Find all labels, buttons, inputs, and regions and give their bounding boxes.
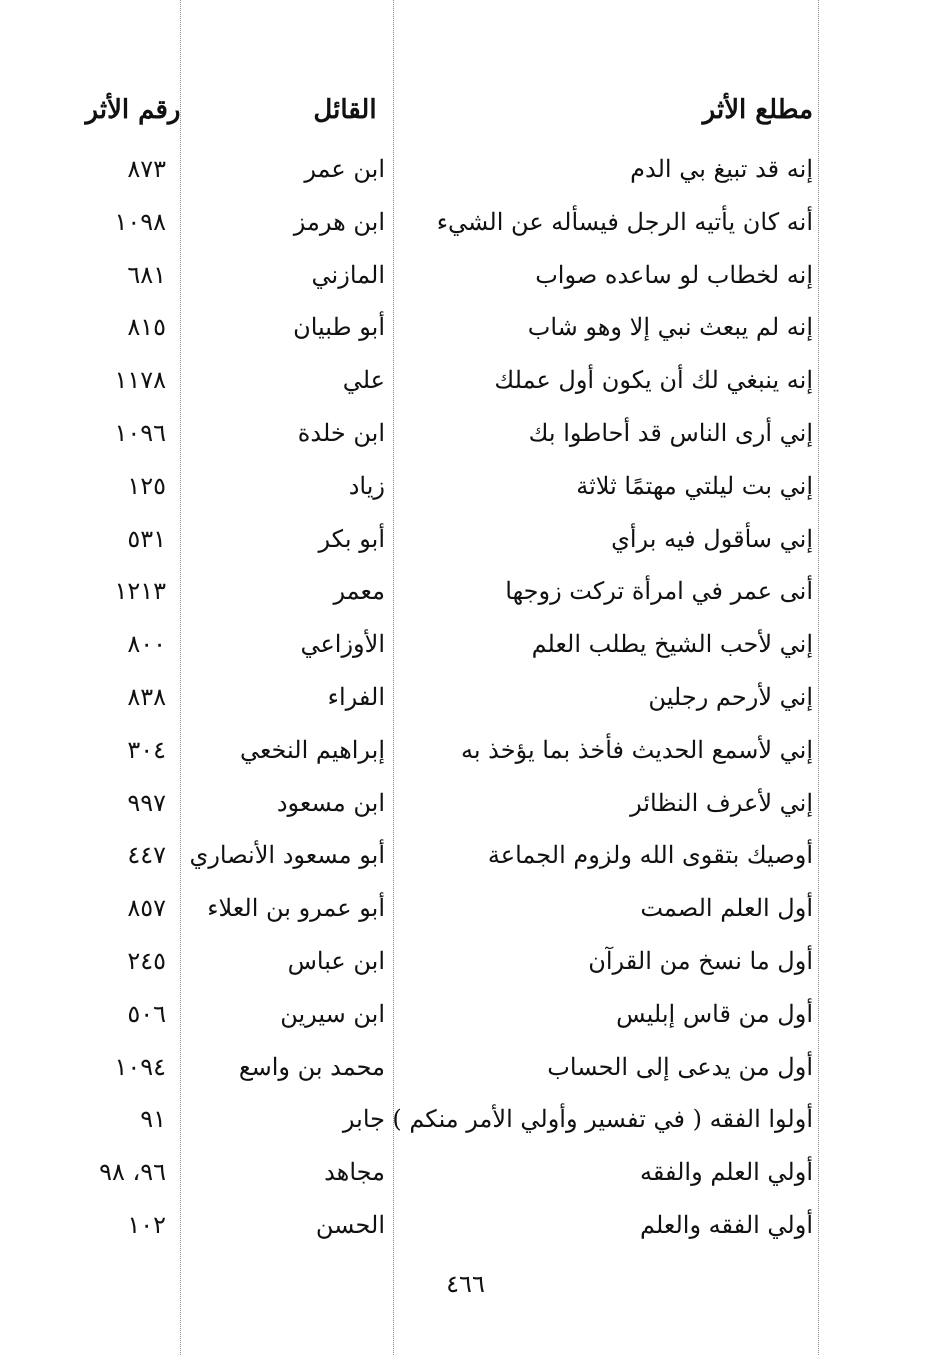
table-row	[0, 520, 931, 573]
reference-number: ٥٠٦	[127, 999, 166, 1028]
opening-text: إني أرى الناس قد أحاطوا بك	[528, 418, 813, 447]
opening-text: إنه لخطاب لو ساعده صواب	[535, 260, 813, 289]
table-row	[0, 414, 931, 467]
reference-number: ٣٠٤	[127, 735, 166, 764]
table-row	[0, 467, 931, 520]
speaker-name: ابن مسعود	[276, 788, 385, 817]
reference-number: ٨٠٠	[127, 630, 166, 659]
table-row	[0, 942, 931, 995]
table-row	[0, 1048, 931, 1101]
opening-text: إني سأقول فيه برأي	[611, 524, 813, 553]
reference-number: ١٠٩٤	[114, 1052, 166, 1081]
speaker-name: أبو بكر	[318, 524, 385, 553]
speaker-name: ابن عمر	[304, 155, 385, 183]
header-speaker: القائل	[313, 95, 377, 125]
opening-text: أول من يدعى إلى الحساب	[547, 1052, 813, 1081]
table-header	[0, 95, 931, 141]
reference-number: ٨٧٣	[127, 155, 166, 183]
opening-text: أنى عمر في امرأة تركت زوجها	[505, 577, 813, 606]
reference-number: ١٢١٣	[114, 577, 166, 606]
opening-text: إني لأعرف النظائر	[630, 788, 813, 817]
table-row	[0, 678, 931, 731]
opening-text: أول ما نسخ من القرآن	[588, 946, 813, 975]
reference-number: ٨١٥	[127, 313, 166, 342]
header-number: رقم الأثر	[85, 95, 181, 125]
opening-text: أولي الفقه والعلم	[639, 1210, 813, 1239]
index-table	[0, 150, 931, 1259]
reference-number: ٩٦، ٩٨	[99, 1158, 166, 1187]
table-row	[0, 889, 931, 942]
page-number: ٤٦٦	[446, 1270, 485, 1298]
speaker-name: الحسن	[315, 1210, 385, 1239]
reference-number: ٤٤٧	[127, 841, 166, 870]
table-row	[0, 308, 931, 361]
reference-number: ٢٤٥	[127, 946, 166, 975]
opening-text: إني لأحب الشيخ يطلب العلم	[531, 630, 813, 659]
speaker-name: ابن عباس	[287, 946, 385, 975]
reference-number: ١٠٩٨	[114, 207, 166, 236]
speaker-name: الأوزاعي	[300, 630, 385, 659]
reference-number: ٩١	[140, 1105, 166, 1134]
speaker-name: مجاهد	[324, 1158, 385, 1187]
speaker-name: علي	[342, 366, 385, 395]
speaker-name: ابن هرمز	[293, 207, 385, 236]
table-row	[0, 572, 931, 625]
table-row	[0, 784, 931, 837]
reference-number: ١١٧٨	[114, 366, 166, 395]
table-row	[0, 256, 931, 309]
speaker-name: أبو مسعود الأنصاري	[189, 841, 385, 870]
speaker-name: ابن سيرين	[280, 999, 385, 1028]
opening-text: إنه قد تبيغ بي الدم	[630, 155, 813, 183]
opening-text: إني لأسمع الحديث فأخذ بما يؤخذ به	[460, 735, 813, 764]
opening-text: إني لأرحم رجلين	[648, 682, 813, 711]
header-opening: مطلع الأثر	[702, 95, 813, 125]
table-row	[0, 1206, 931, 1259]
reference-number: ٨٥٧	[127, 894, 166, 923]
opening-text: أول العلم الصمت	[640, 894, 813, 923]
reference-number: ١٢٥	[127, 471, 166, 500]
table-row	[0, 361, 931, 414]
reference-number: ٨٣٨	[127, 682, 166, 711]
opening-text: إني بت ليلتي مهتمًا ثلاثة	[576, 471, 813, 500]
table-row	[0, 150, 931, 203]
opening-text: أولوا الفقه ( في تفسير وأولي الأمر منكم )	[392, 1105, 813, 1134]
opening-text: إنه لم يبعث نبي إلا وهو شاب	[527, 313, 813, 342]
speaker-name: إبراهيم النخعي	[239, 735, 385, 764]
speaker-name: المازني	[311, 260, 385, 289]
speaker-name: أبو عمرو بن العلاء	[207, 894, 385, 923]
table-row	[0, 995, 931, 1048]
opening-text: أنه كان يأتيه الرجل فيسأله عن الشيء	[436, 207, 813, 236]
table-row	[0, 625, 931, 678]
speaker-name: زياد	[348, 471, 385, 500]
speaker-name: معمر	[333, 577, 385, 606]
opening-text: أولي العلم والفقه	[639, 1158, 813, 1187]
opening-text: أول من قاس إبليس	[616, 999, 813, 1028]
reference-number: ١٠٩٦	[114, 418, 166, 447]
speaker-name: محمد بن واسع	[238, 1052, 385, 1081]
reference-number: ٩٩٧	[127, 788, 166, 817]
opening-text: إنه ينبغي لك أن يكون أول عملك	[494, 366, 813, 395]
speaker-name: جابر	[342, 1105, 385, 1134]
opening-text: أوصيك بتقوى الله ولزوم الجماعة	[487, 841, 813, 870]
speaker-name: ابن خلدة	[297, 418, 385, 447]
table-row	[0, 836, 931, 889]
reference-number: ٦٨١	[127, 260, 166, 289]
table-row	[0, 1100, 931, 1153]
speaker-name: أبو طبيان	[293, 313, 385, 342]
reference-number: ٥٣١	[127, 524, 166, 553]
table-row	[0, 1153, 931, 1206]
speaker-name: الفراء	[327, 682, 385, 711]
table-row	[0, 731, 931, 784]
table-row	[0, 203, 931, 256]
reference-number: ١٠٢	[127, 1210, 166, 1239]
